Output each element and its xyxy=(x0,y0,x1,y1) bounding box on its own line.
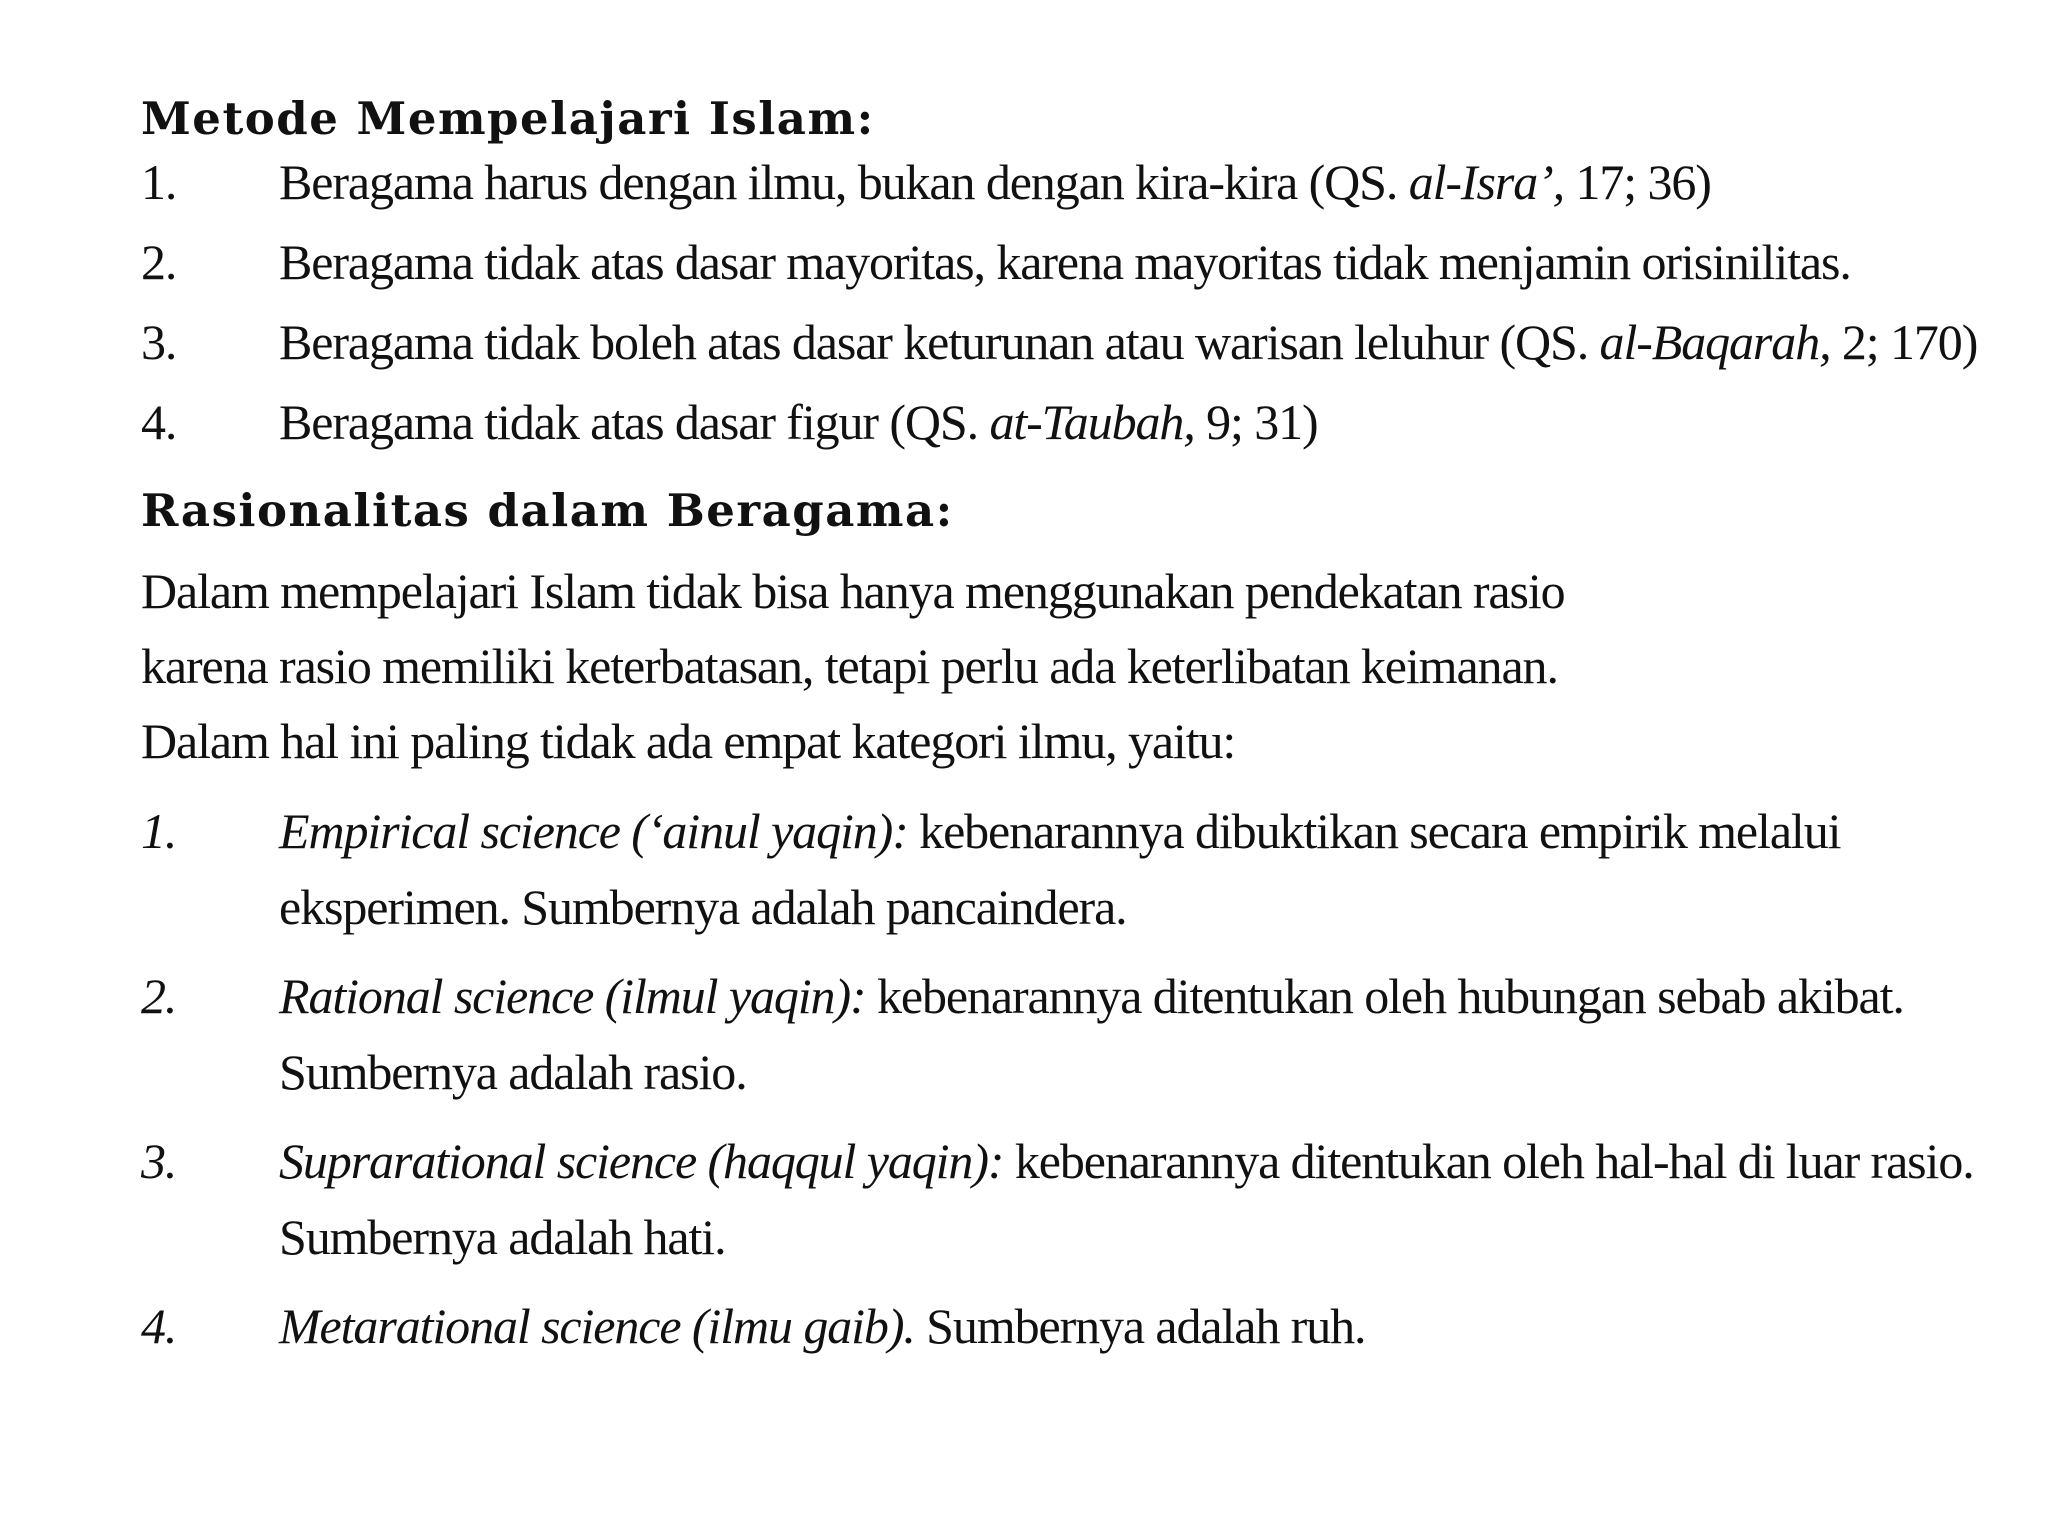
list-item xyxy=(141,1288,2036,1364)
item-text: Beragama tidak atas dasar mayoritas, karena mayoritas tidak menjamin orisinilitas. xyxy=(279,234,1851,290)
item-text: Beragama tidak atas dasar figur (QS. xyxy=(279,394,990,450)
item-text: kebenarannya ditentukan oleh hubungan sebab akibat. Sumbernya adalah rasio. xyxy=(279,968,1904,1100)
item-tail: 9; 31) xyxy=(1194,394,1318,450)
item-tail: 17; 36) xyxy=(1564,154,1711,210)
list-item xyxy=(141,236,2036,288)
section-heading-metode: Metode Mempelajari Islam: xyxy=(141,92,875,145)
item-number: 1. xyxy=(141,154,177,210)
kategori-ilmu-list xyxy=(141,793,2036,1364)
item-term: Rational science (ilmul yaqin): xyxy=(279,968,866,1024)
item-text: kebenarannya dibuktikan secara empirik melalui eksperimen. Sumbernya adalah pancaindera. xyxy=(279,803,1841,935)
item-term: Metarational science (ilmu gaib). xyxy=(279,1298,915,1354)
list-item xyxy=(141,156,2036,208)
item-italic: al-Isra’, xyxy=(1408,154,1565,210)
item-text: Beragama harus dengan ilmu, bukan dengan kira-kira (QS. xyxy=(279,154,1409,210)
item-number: 2. xyxy=(141,234,177,290)
list-item xyxy=(141,1123,2036,1275)
item-term: Empirical science (‘ainul yaqin): xyxy=(279,803,908,859)
item-number: 3. xyxy=(141,314,177,370)
list-item xyxy=(141,316,2036,368)
item-text: Beragama tidak boleh atas dasar keturunan atau warisan leluhur (QS. xyxy=(279,314,1600,370)
item-text: Sumbernya adalah ruh. xyxy=(914,1298,1366,1354)
list-item xyxy=(141,958,2036,1110)
item-number: 4. xyxy=(141,394,177,450)
section-heading-rasionalitas: Rasionalitas dalam Beragama: xyxy=(141,484,954,537)
intro-paragraph: Dalam mempelajari Islam tidak bisa hanya menggunakan pendekatan rasio karena rasio memiliki keterbatasan, tetapi perlu ada keterlibatan keimanan. Dalam hal ini paling tidak ada empat kategori ilmu, yaitu: xyxy=(141,563,1565,769)
item-number: 4. xyxy=(141,1298,177,1354)
item-italic: at-Taubah, xyxy=(989,394,1195,450)
item-term: Suprarational science (haqqul yaqin): xyxy=(279,1133,1004,1189)
item-number: 1. xyxy=(141,803,177,859)
list-item xyxy=(141,396,2036,448)
item-number: 2. xyxy=(141,968,177,1024)
item-text: kebenarannya ditentukan oleh hal-hal di luar rasio. Sumbernya adalah hati. xyxy=(279,1133,1974,1265)
metode-list xyxy=(141,156,2036,448)
item-tail: 2; 170) xyxy=(1830,314,1978,370)
document-page xyxy=(141,92,2036,1377)
item-number: 3. xyxy=(141,1133,177,1189)
list-item xyxy=(141,793,2036,945)
item-italic: al-Baqarah, xyxy=(1599,314,1831,370)
